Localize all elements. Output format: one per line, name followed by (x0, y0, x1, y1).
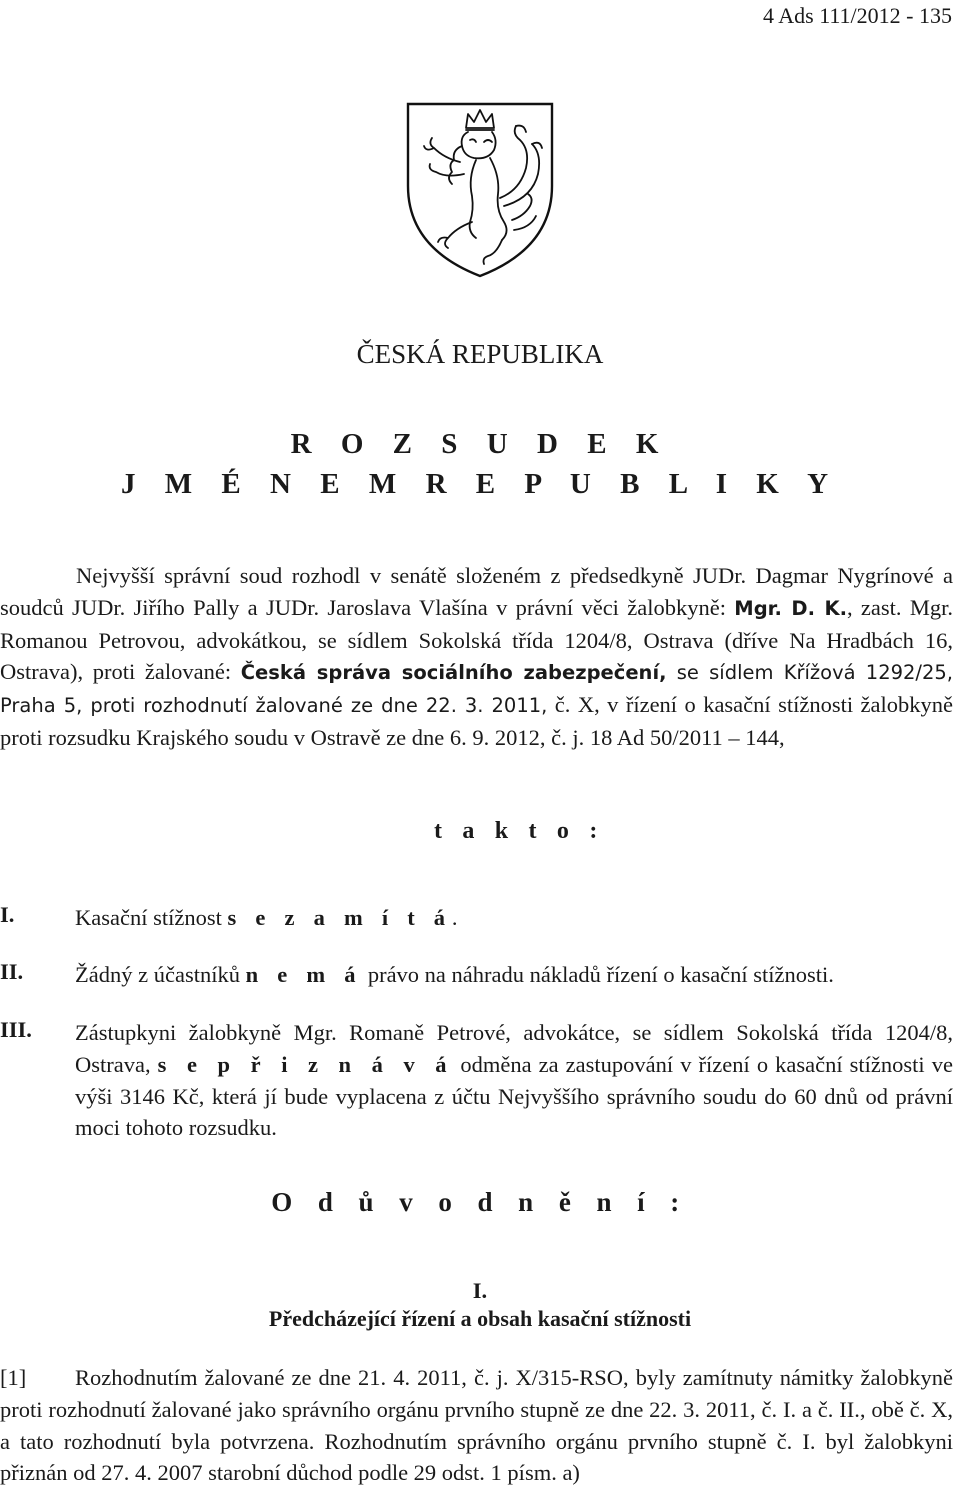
intro-text-1: Nejvyšší správní soud rozhodl v senátě složeném z předsedkyně JUDr. Dagmar Nygrínové a soudců JUDr. Jiřího Pally a JUDr. Jaroslava Vlašína v právní věci žalobkyně: (0, 563, 953, 620)
intro-paragraph (0, 560, 953, 754)
verdict-title: R O Z S U D E K (290, 428, 670, 460)
ruling-text: Žádný z účastníků (75, 962, 246, 987)
ruling-text: Zástupkyni žalobkyně Mgr. Romaně Petrové, advokátce, se sídlem Sokolská třída 1204/8, Ostrava, (75, 1020, 953, 1077)
ruling-verb: s e z a m í t á (227, 905, 452, 930)
intro-text-4: č. X, v řízení o kasační stížnosti žalobkyně proti rozsudku Krajského soudu v Ostravě ze dne 6. 9. 2012, č. j. 18 Ad 50/2011 – 144, (0, 692, 953, 750)
reasoning-paragraph-1 (0, 1362, 953, 1489)
intro-text-2: , zast. Mgr. Romanou Petrovou, advokátkou, se sídlem Sokolská třída 1204/8, Ostrava (dříve Na Hradbách 16, Ostrava), proti žalované: (0, 594, 953, 685)
takto-heading: t a k t o : (434, 818, 605, 844)
ruling-verb: n e m á (245, 962, 363, 987)
ruling-text-end: . (451, 905, 458, 930)
plaintiff-name: Mgr. D. K. (734, 596, 847, 620)
verdict-subtitle: J M É N E M R E P U B L I K Y (120, 468, 840, 500)
case-number: 4 Ads 111/2012 - 135 (762, 3, 952, 28)
section-title: Předcházející řízení a obsah kasační stížnosti (268, 1306, 692, 1331)
ruling-text-end: právo na náhradu nákladů řízení o kasační stížnosti. (362, 962, 834, 987)
intro-text-3: se sídlem Křížová 1292/25, Praha 5, proti rozhodnutí žalované ze dne 22. 3. 2011, (0, 661, 953, 718)
state-name: ČESKÁ REPUBLIKA (356, 339, 604, 369)
ruling-number: I. (0, 902, 15, 927)
ruling-item (0, 959, 953, 991)
ruling-item (0, 902, 953, 934)
ruling-verb: s e p ř i z n á v á (157, 1051, 454, 1077)
defendant-name: Česká správa sociálního zabezpečení, (240, 661, 667, 685)
ruling-text: Kasační stížnost (75, 905, 228, 930)
paragraph-number: [1] (0, 1365, 27, 1390)
czech-coat-of-arms-lion-icon (404, 98, 556, 280)
ruling-text-end: odměna za zastupování v řízení o kasační stížnosti ve výši 3146 Kč, která jí bude vyplacena z účtu Nejvyššího správního soudu do 60 dnů od právní moci tohoto rozsudku. (75, 1051, 953, 1141)
section-number: I. (472, 1278, 488, 1303)
reasoning-heading: O d ů v o d n ě n í : (271, 1187, 689, 1217)
ruling-number: II. (0, 959, 24, 984)
ruling-number: III. (0, 1017, 32, 1042)
ruling-item (0, 1017, 953, 1144)
paragraph-text: Rozhodnutím žalované ze dne 21. 4. 2011, č. j. X/315-RSO, byly zamítnuty námitky žalobkyně proti rozhodnutí žalované jako správního orgánu prvního stupně ze dne 22. 3. 2011, č. I. a č. II., obě č. X, a tato rozhodnutí byla potvrzena. Rozhodnutím správního orgánu prvního stupně č. I. byl žalobkyni přiznán od 27. 4. 2007 starobní důchod podle 29 odst. 1 písm. a) (0, 1365, 953, 1486)
